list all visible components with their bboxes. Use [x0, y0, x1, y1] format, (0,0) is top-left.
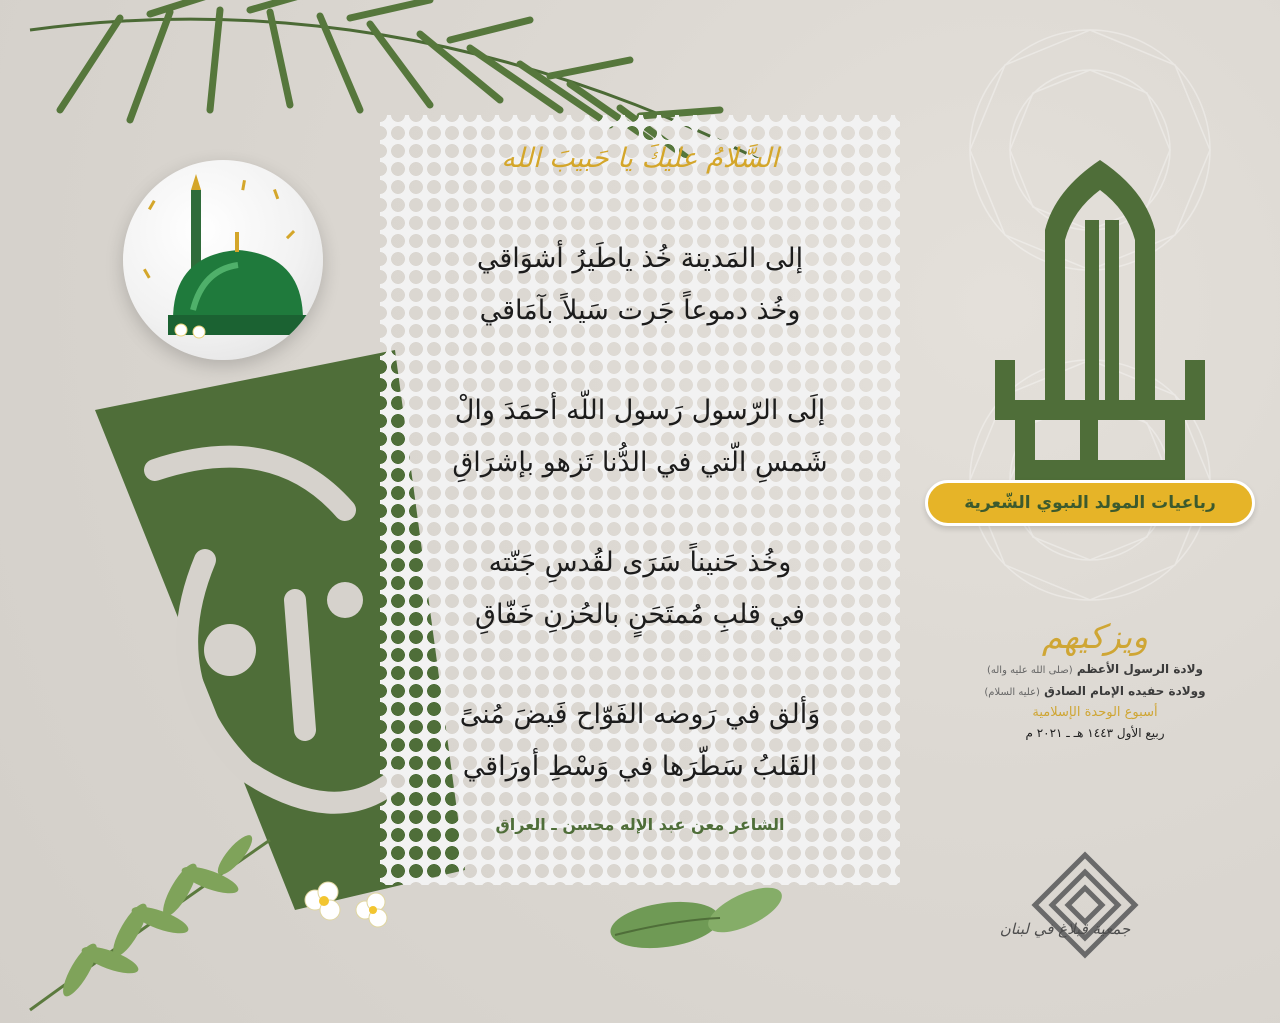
unity-week: أسبوع الوحدة الإسلامية	[1032, 705, 1158, 720]
verse: إلَى الرّسول رَسول اللّه أحمَدَ والْ	[454, 395, 826, 426]
verse: وَألق في رَوضه الفَوّاح فَيضَ مُنىً	[459, 699, 821, 730]
verse: وخُذ حَنيناً سَرَى لقُدسِ جَنّته	[488, 547, 792, 578]
dome-icon	[123, 160, 323, 360]
stanza-1	[400, 233, 880, 337]
habib-allah-logo	[985, 150, 1215, 490]
leaf-decoration	[595, 880, 795, 960]
verse: وخُذ دموعاً جَرت سَيلاً بآمَاقي	[479, 295, 801, 326]
occasion-line-1: ولادة الرسول الأعظم (صلى الله عليه واله)	[986, 662, 1203, 676]
stanza-3	[400, 537, 880, 641]
society-name: جمعية قبلاغ في لبنان	[999, 920, 1131, 938]
header-blessing: السَّلامُ عليكَ يا حَبيبَ الله	[501, 143, 779, 174]
stanza-2	[400, 385, 880, 489]
flowers-decoration	[290, 870, 400, 940]
logo-ribbon: رباعيات المولد النبوي الشّعرية	[925, 480, 1255, 526]
verse: القَلبُ سَطّرَها في وَسْطِ أورَاقي	[462, 751, 818, 782]
verse: في قلبِ مُمتَحَنٍ بالحُزنِ خَفّاقِ	[475, 599, 805, 630]
occasion-line-2: وولادة حفيده الإمام الصادق (عليه السلام)	[984, 684, 1206, 698]
society-logo-icon	[1030, 850, 1140, 960]
poet-credit: الشاعر معن عبد الإله محسن ـ العراق	[495, 815, 785, 834]
stanza-4	[400, 689, 880, 793]
occasion-info	[960, 615, 1230, 743]
green-dome-badge	[123, 160, 323, 360]
verse: إلى المَدينة خُذ ياطَيرُ أشوَاقي	[476, 243, 804, 274]
yuzakkihim-title: ويزكيهم	[1041, 617, 1149, 656]
verse: شَمسِ الّتي في الدُّنا تَزهو بإشرَاقِ	[452, 447, 828, 478]
poem	[400, 233, 880, 841]
occasion-date: ربيع الأول ١٤٤٣ هـ ـ ٢٠٢١ م	[1025, 726, 1165, 740]
leaves-decoration	[20, 820, 280, 1020]
